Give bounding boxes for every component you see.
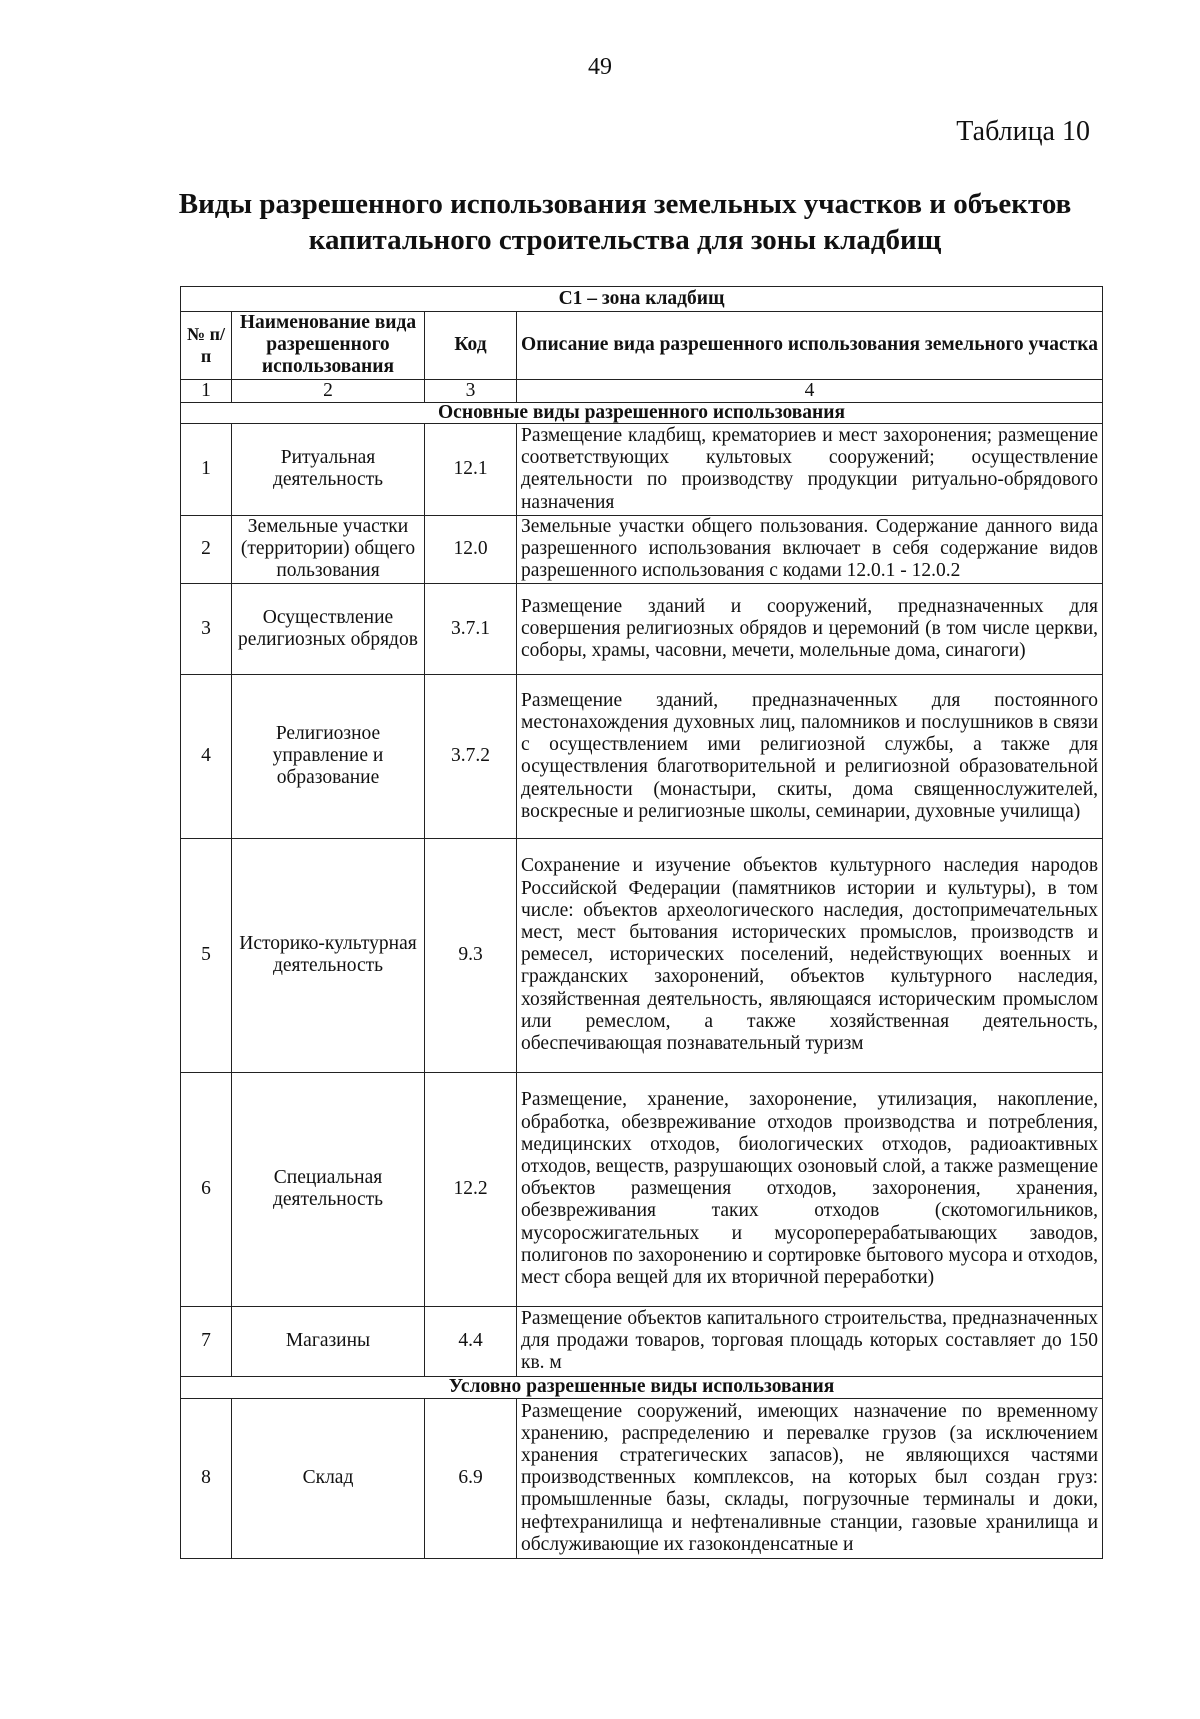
table-row: [181, 838, 1103, 1072]
row-description: Земельные участки общего пользования. Содержание данного вида разрешенного использования включает в себя содержание видов разрешенного использования с кодами 12.0.1 - 12.0.2: [517, 515, 1103, 583]
row-number: 5: [181, 838, 232, 1072]
table-row: [181, 674, 1103, 838]
title-line-2: капитального строительства для зоны кладбищ: [308, 224, 942, 256]
row-description: Размещение зданий, предназначенных для постоянного местонахождения духовных лиц, паломников и послушников в связи с осуществлением ими религиозной службы, а также для осуществления благотворительной и религиозной образовательной деятельности (монастыри, скиты, дома священнослужителей, воскресные и религиозные школы, семинарии, духовные училища): [517, 674, 1103, 838]
page-number: 49: [588, 54, 612, 80]
row-number: 6: [181, 1072, 232, 1306]
row-number: 1: [181, 423, 232, 515]
column-number: 3: [425, 379, 517, 402]
table-row: [181, 1072, 1103, 1306]
row-number: 7: [181, 1306, 232, 1376]
column-number: 1: [181, 379, 232, 402]
row-description: Размещение сооружений, имеющих назначение по временному хранению, распределению и перевалке грузов (за исключением хранения стратегических запасов), не являющихся частями производственных комплексов, на которых был создан груз: промышленные базы, склады, погрузочные терминалы и доки, нефтехранилища и нефтеналивные станции, газовые хранилища и обслуживающие их газоконденсатные и: [517, 1398, 1103, 1558]
land-use-table: [180, 286, 1103, 1559]
header-num: № п/п: [181, 312, 232, 380]
table-row: [181, 1306, 1103, 1376]
row-code: 12.2: [425, 1072, 517, 1306]
row-number: 2: [181, 515, 232, 583]
header-description: Описание вида разрешенного использования земельного участка: [517, 312, 1103, 380]
section-row: [181, 402, 1103, 423]
row-description: Сохранение и изучение объектов культурного наследия народов Российской Федерации (памятников истории и культуры), в том числе: объектов археологического наследия, достопримечательных мест, мест бытования исторических промыслов, производств и ремесел, исторических поселений, недействующих военных и гражданских захоронений, объектов культурного наследия, хозяйственная деятельность, являющаяся историческим промыслом или ремеслом, а также хозяйственная деятельность, обеспечивающая познавательный туризм: [517, 838, 1103, 1072]
header-code: Код: [425, 312, 517, 380]
row-name: Религиозное управление и образование: [232, 674, 425, 838]
column-number: 4: [517, 379, 1103, 402]
row-code: 3.7.2: [425, 674, 517, 838]
title-line-1: Виды разрешенного использования земельных участков и объектов: [178, 188, 1072, 220]
row-description: Размещение объектов капитального строительства, предназначенных для продажи товаров, торговая площадь которых составляет до 150 кв. м: [517, 1306, 1103, 1376]
row-number: 3: [181, 583, 232, 674]
zone-title: С1 – зона кладбищ: [181, 287, 1103, 312]
column-number-row: [181, 379, 1103, 402]
table-row: [181, 1398, 1103, 1558]
table-row: [181, 515, 1103, 583]
row-number: 8: [181, 1398, 232, 1558]
row-description: Размещение кладбищ, крематориев и мест захоронения; размещение соответствующих культовых сооружений; осуществление деятельности по производству продукции ритуально-обрядового назначения: [517, 423, 1103, 515]
row-code: 12.0: [425, 515, 517, 583]
row-code: 4.4: [425, 1306, 517, 1376]
section-main-title: Основные виды разрешенного использования: [181, 402, 1103, 423]
row-description: Размещение, хранение, захоронение, утилизация, накопление, обработка, обезвреживание отходов производства и потребления, медицинских отходов, биологических отходов, радиоактивных отходов, веществ, разрушающих озоновый слой, а также размещение объектов размещения отходов, захоронения, хранения, обезвреживания таких отходов (скотомогильников, мусоросжигательных и мусороперерабатывающих заводов, полигонов по захоронению и сортировке бытового мусора и отходов, мест сбора вещей для их вторичной переработки): [517, 1072, 1103, 1306]
section-row: [181, 1376, 1103, 1398]
row-name: Ритуальная деятельность: [232, 423, 425, 515]
row-number: 4: [181, 674, 232, 838]
table-label: Таблица 10: [956, 116, 1090, 147]
document-title: [150, 186, 1100, 258]
header-row: [181, 312, 1103, 380]
zone-title-row: [181, 287, 1103, 312]
row-code: 12.1: [425, 423, 517, 515]
row-name: Осуществление религиозных обрядов: [232, 583, 425, 674]
section-conditional-title: Условно разрешенные виды использования: [181, 1376, 1103, 1398]
row-name: Земельные участки (территории) общего пользования: [232, 515, 425, 583]
column-number: 2: [232, 379, 425, 402]
row-code: 3.7.1: [425, 583, 517, 674]
table-row: [181, 583, 1103, 674]
row-code: 9.3: [425, 838, 517, 1072]
table-row: [181, 423, 1103, 515]
row-code: 6.9: [425, 1398, 517, 1558]
row-description: Размещение зданий и сооружений, предназначенных для совершения религиозных обрядов и церемоний (в том числе церкви, соборы, храмы, часовни, мечети, молельные дома, синагоги): [517, 583, 1103, 674]
row-name: Магазины: [232, 1306, 425, 1376]
row-name: Специальная деятельность: [232, 1072, 425, 1306]
row-name: Склад: [232, 1398, 425, 1558]
row-name: Историко-культурная деятельность: [232, 838, 425, 1072]
header-name: Наименование вида разрешенного использования: [232, 312, 425, 380]
